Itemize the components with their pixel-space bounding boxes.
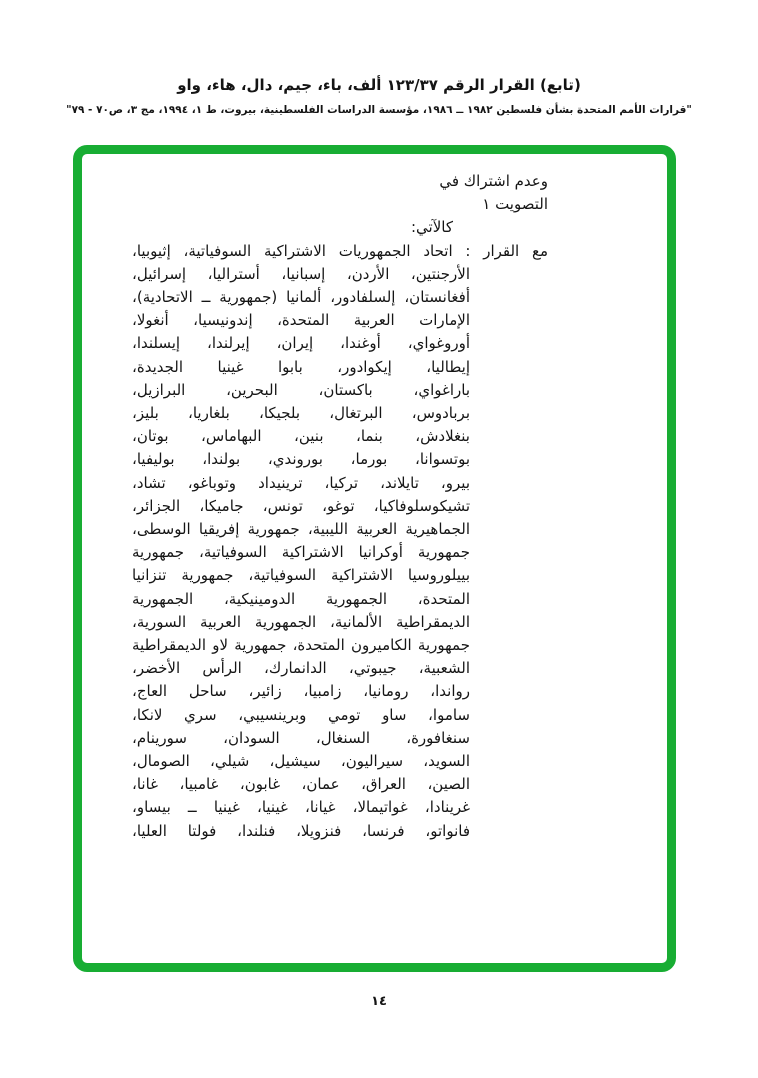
body-line: الشعبية، جيبوتي، الدانمارك، الرأس الأخضر، bbox=[132, 659, 470, 678]
body-line: باراغواي، باكستان، البحرين، البرازيل، bbox=[132, 380, 470, 399]
body-line: بييلوروسيا الاشتراكية السوفياتية، جمهورية تنزانيا bbox=[132, 566, 470, 585]
body-line: الديمقراطية الألمانية، الجمهورية العربية السورية، bbox=[132, 612, 470, 631]
body-line: الأرجنتين، الأردن، إسبانيا، أستراليا، إسرائيل، bbox=[132, 264, 470, 283]
page-header bbox=[0, 76, 758, 116]
body-line: جمهورية أوكرانيا الاشتراكية السوفياتية، جمهورية bbox=[132, 543, 470, 562]
body-line: الإمارات العربية المتحدة، إندونيسيا، أنغولا، bbox=[132, 311, 470, 330]
vote-paragraph-first-line: مع القرار : اتحاد الجمهوريات الاشتراكية السوفياتية، إثيوبيا، bbox=[132, 241, 548, 260]
body-line: جمهورية الكاميرون المتحدة، جمهورية لاو الديمقراطية bbox=[132, 636, 470, 655]
body-line: أوروغواي، أوغندا، إيران، إيرلندا، إيسلندا، bbox=[132, 334, 470, 353]
intro-line: وعدم اشتراك في التصويت ١ bbox=[439, 172, 548, 214]
intro-line: كالآتي: bbox=[411, 218, 453, 237]
body-line: فانواتو، فرنسا، فنزويلا، فنلندا، فولتا العليا، bbox=[132, 821, 470, 840]
body-line: بنغلادش، بنما، بنين، البهاماس، بوتان، bbox=[132, 427, 470, 446]
document-title: (تابع) القرار الرقم ١٢٣/٣٧ ألف، باء، جيم، دال، هاء، واو bbox=[177, 76, 581, 94]
source-citation: "قرارات الأمم المتحدة بشأن فلسطين ١٩٨٢ ــ ١٩٨٦، مؤسسة الدراسات الفلسطينية، بيروت، ط ١، ١٩٩٤، مج ٣، ص٧٠ - ٧٩" bbox=[66, 104, 692, 116]
body-line: بربادوس، البرتغال، بلجيكا، بلغاريا، بليز، bbox=[132, 404, 470, 423]
body-line: بيرو، تايلاند، تركيا، ترينيداد وتوباغو، تشاد، bbox=[132, 473, 470, 492]
body-line: سنغافورة، السنغال، السودان، سورينام، bbox=[132, 728, 470, 747]
body-line: رواندا، رومانيا، زامبيا، زائير، ساحل العاج، bbox=[132, 682, 470, 701]
body-line: إيطاليا، إيكوادور، بابوا غينيا الجديدة، bbox=[132, 357, 470, 376]
body-line: تشيكوسلوفاكيا، توغو، تونس، جاميكا، الجزائر، bbox=[132, 496, 470, 515]
body-line: الصين، العراق، عمان، غابون، غامبيا، غانا، bbox=[132, 775, 470, 794]
page-number: ١٤ bbox=[371, 994, 387, 1009]
body-line: ساموا، ساو تومي وبرينسيبي، سري لانكا، bbox=[132, 705, 470, 724]
body-line: بوتسوانا، بورما، بوروندي، بولندا، بوليفيا، bbox=[132, 450, 470, 469]
body-line: أفغانستان، إلسلفادور، ألمانيا (جمهورية ــ الاتحادية)، bbox=[132, 288, 470, 307]
body-line: الجماهيرية العربية الليبية، جمهورية إفريقيا الوسطى، bbox=[132, 520, 470, 539]
body-text bbox=[132, 170, 548, 843]
body-line: غرينادا، غواتيمالا، غيانا، غينيا، غينيا ــ بيساو، bbox=[132, 798, 470, 817]
body-line: المتحدة، الجمهورية الدومينيكية، الجمهورية bbox=[132, 589, 470, 608]
body-line: السويد، سيراليون، سيشيل، شيلي، الصومال، bbox=[132, 752, 470, 771]
